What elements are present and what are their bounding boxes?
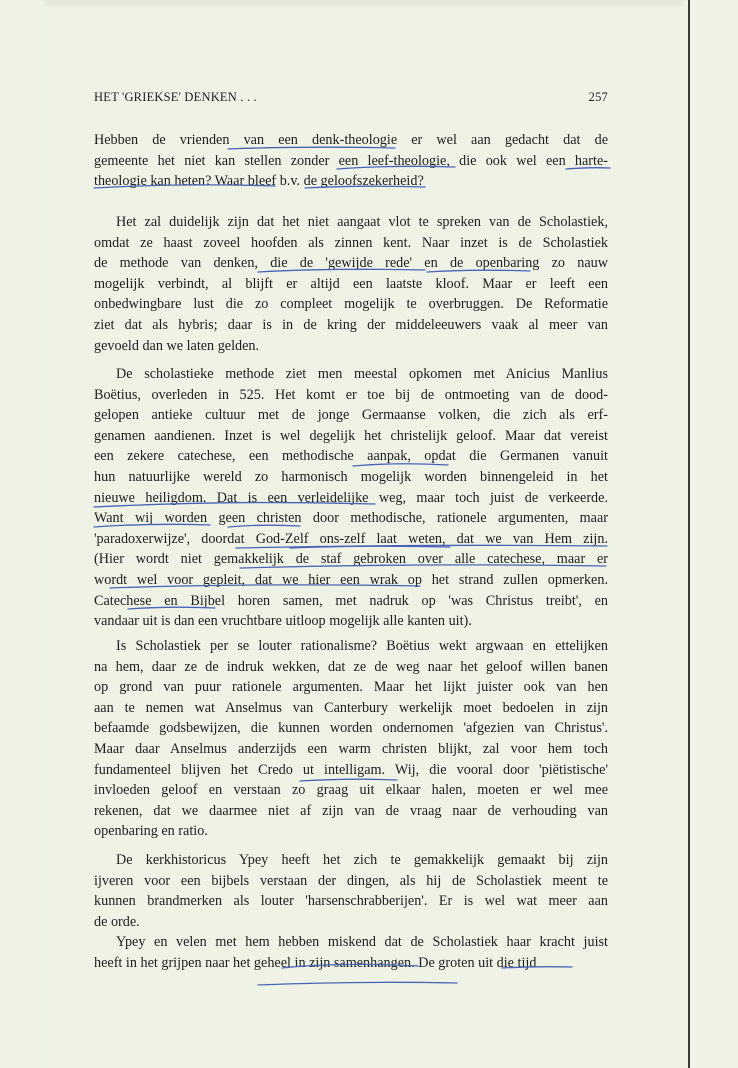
text-line: (Hier wordt niet gemakkelijk de staf gebroken over alle catechese, maar er bbox=[94, 551, 608, 568]
text-line: openbaring en ratio. bbox=[94, 823, 208, 840]
text-line: onbedwingbare lust die zo compleet mogelijk te overbruggen. De Reformatie bbox=[94, 296, 608, 313]
paragraph-1 bbox=[94, 130, 608, 192]
text-line: Boëtius, overleden in 525. Het komt er toe bij de ontmoeting van de dood- bbox=[94, 386, 608, 403]
text-line: befaamde godsbewijzen, die kunnen worden ondernomen 'afgezien van Christus'. bbox=[94, 720, 608, 737]
paragraph-5 bbox=[94, 850, 608, 974]
text-line: ziet dat als hybris; daar is in de kring der middeleeuwers vaak al meer van bbox=[94, 316, 608, 333]
text-line: Het zal duidelijk zijn dat het niet aangaat vlot te spreken van de Scholastiek, bbox=[116, 214, 608, 230]
text-line: de orde. bbox=[94, 913, 140, 930]
text-line: gevoeld dan we laten gelden. bbox=[94, 337, 260, 354]
text-line: hun natuurlijke wereld zo harmonisch mogelijk worden binnengeleid in het bbox=[94, 468, 608, 485]
page-top-edge bbox=[44, 0, 684, 6]
text-line: kunnen brandmerken als louter 'harsenschrabberijen'. Er is wel wat meer aan bbox=[94, 893, 608, 910]
text-line: Is Scholastiek per se louter rationalisme? Boëtius wekt argwaan en ettelijken bbox=[116, 638, 608, 654]
running-header bbox=[94, 90, 608, 108]
paragraph-4 bbox=[94, 636, 608, 842]
text-line: Ypey en velen met hem hebben miskend dat de Scholastiek haar kracht juist bbox=[116, 934, 608, 951]
text-line: op grond van puur rationele argumenten. Maar het lijkt juister ook van hen bbox=[94, 679, 608, 696]
underline-mark bbox=[258, 982, 457, 985]
page-right-edge-line bbox=[688, 0, 690, 1068]
text-line: Want wij worden geen christen door methodische, rationele argumenten, maar bbox=[94, 510, 608, 527]
text-line: vandaar uit is dan een vruchtbare uitloop mogelijk alle kanten uit). bbox=[94, 613, 472, 630]
text-line: fundamenteel blijven het Credo ut intelligam. Wij, die vooral door 'piëtistische' bbox=[94, 761, 608, 778]
text-line: invloeden geloof en verstaan zo graag uit elkaar halen, moeten er wel mee bbox=[94, 782, 608, 799]
text-line: Hebben de vrienden van een denk-theologie er wel aan gedacht dat de bbox=[94, 132, 608, 148]
page-left-margin bbox=[0, 0, 40, 1068]
text-line: ijveren voor een bijbels verstaan der dingen, als hij de Scholastiek meent te bbox=[94, 872, 608, 889]
text-line: wordt wel voor gepleit, dat we hier een wrak op het strand zullen opmerken. bbox=[94, 571, 608, 588]
text-line: De kerkhistoricus Ypey heeft het zich te gemakkelijk gemaakt bij zijn bbox=[116, 852, 608, 868]
text-line: aan te nemen wat Anselmus van Canterbury werkelijk moet bedoelen in zijn bbox=[94, 699, 608, 716]
text-line: gelopen antieke cultuur met de jonge Germaanse volken, die zich als erf- bbox=[94, 407, 608, 424]
text-line: 'paradoxerwijze', doordat God-Zelf ons-zelf laat weten, dat we van Hem zijn. bbox=[94, 530, 608, 547]
text-line: nieuwe heiligdom. Dat is een verleidelijke weg, maar toch juist de verkeerde. bbox=[94, 489, 608, 506]
text-line: een zekere catechese, een methodische aanpak, opdat die Germanen vanuit bbox=[94, 448, 608, 465]
page-number: 257 bbox=[588, 90, 608, 104]
text-line: De scholastieke methode ziet men meestal opkomen met Anicius Manlius bbox=[116, 366, 608, 382]
text-line: de methode van denken, die de 'gewijde rede' en de openbaring zo nauw bbox=[94, 255, 608, 272]
running-title: HET 'GRIEKSE' DENKEN . . . bbox=[94, 90, 257, 104]
text-line: theologie kan heten? Waar bleef b.v. de geloofszekerheid? bbox=[94, 173, 424, 190]
text-line: Catechese en Bijbel horen samen, met nadruk op 'was Christus treibt', en bbox=[94, 592, 608, 609]
text-line: gemeente het niet kan stellen zonder een leef-theologie, die ook wel een harte- bbox=[94, 152, 608, 169]
text-line: na hem, daar ze de indruk wekken, dat ze de weg naar het geloof willen banen bbox=[94, 658, 608, 675]
paragraph-2 bbox=[94, 212, 608, 356]
text-line: genamen aandienen. Inzet is wel degelijk het christelijk geloof. Maar dat vereist bbox=[94, 427, 608, 444]
text-line: mogelijk verbindt, al blijft er altijd een laatste kloof. Maar er leeft een bbox=[94, 275, 608, 292]
text-line: rekenen, dat we daarmee niet af zijn van de vraag naar de verhouding van bbox=[94, 802, 608, 819]
paragraph-3 bbox=[94, 364, 608, 632]
text-line: omdat ze haast zoveel hoofden als zinnen kent. Naar inzet is de Scholastiek bbox=[94, 234, 608, 251]
text-line: Maar daar Anselmus anderzijds een warm christen blijkt, zal voor hem toch bbox=[94, 740, 608, 757]
text-line: heeft in het grijpen naar het geheel in zijn samenhangen. De groten uit die tijd bbox=[94, 954, 537, 971]
